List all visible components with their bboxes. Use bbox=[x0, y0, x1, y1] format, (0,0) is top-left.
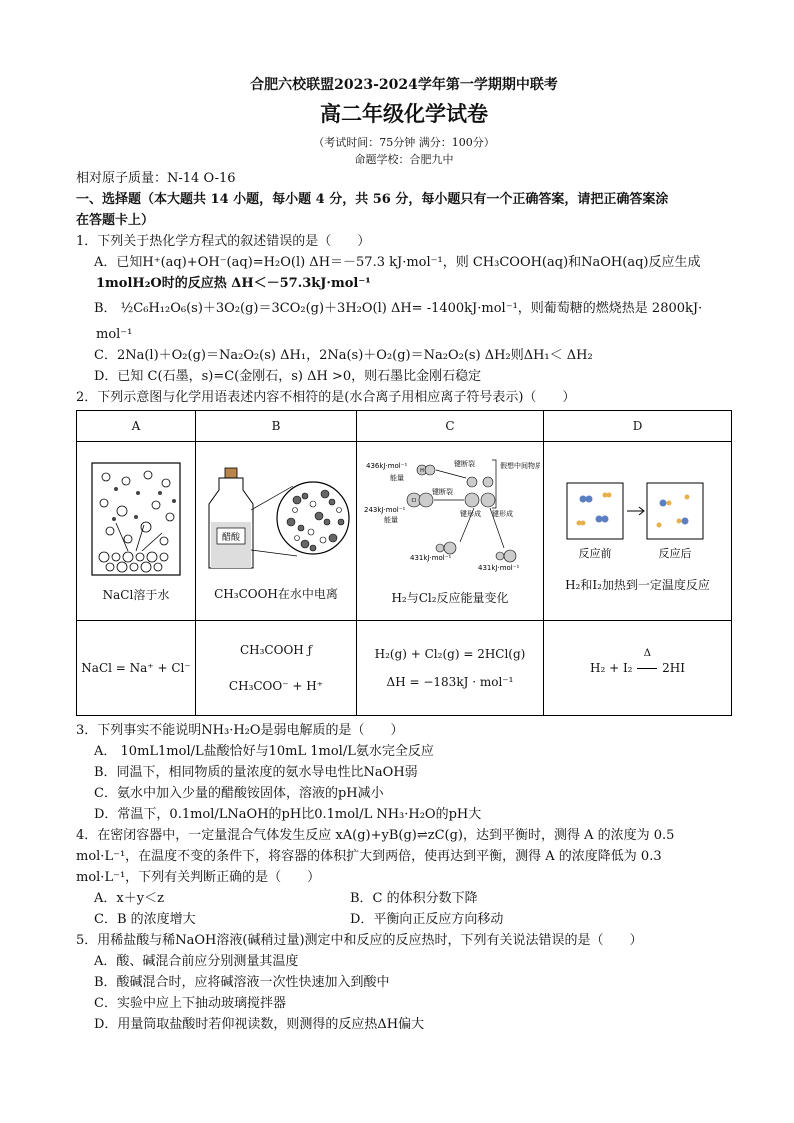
question-3-stem: 3．下列事实不能说明NH₃·H₂O是弱电解质的是（ ） bbox=[76, 723, 404, 738]
question-1-option-b-cont: mol⁻¹ bbox=[96, 327, 133, 342]
figure-c-cell bbox=[357, 442, 544, 621]
equation-b-cell bbox=[196, 621, 357, 716]
figure-c-caption: H₂与Cl₂反应能量变化 bbox=[391, 591, 509, 605]
energy-word-1: 能量 bbox=[390, 474, 404, 482]
question-4-stem-cont: mol·L⁻¹，在温度不变的条件下，将容器的体积扩大到两倍，使再达到平衡，测得 A 的浓度降低为 0.3 bbox=[76, 849, 662, 864]
question-1-option-c: C．2Na(l)＋O₂(g)＝Na₂O₂(s) ΔH₁，2Na(s)＋O₂(g)＝Na₂O₂(s) ΔH₂则ΔH₁＜ ΔH₂ bbox=[94, 348, 593, 363]
energy-label-436: 436kJ·mol⁻¹ bbox=[366, 462, 408, 470]
heat-symbol: Δ bbox=[643, 648, 651, 659]
equation-d-cell bbox=[544, 621, 732, 716]
bond-break-label-1: 键断裂 bbox=[454, 460, 475, 468]
energy-label-431-b: 431kJ·mol⁻¹ bbox=[478, 564, 520, 572]
question-1-option-b: B． ½C₆H₁₂O₆(s)＋3O₂(g)＝3CO₂(g)＋3H₂O(l) ΔH= -1400kJ·mol⁻¹，则葡萄糖的燃烧热是 2800kJ· bbox=[94, 301, 703, 316]
question-4-stem-end: mol·L⁻¹，下列有关判断正确的是（ ） bbox=[76, 870, 321, 885]
table-header-b: B bbox=[196, 411, 357, 442]
figure-a-caption: NaCl溶于水 bbox=[102, 588, 170, 602]
table-header-c: C bbox=[357, 411, 544, 442]
question-5-option-b: B．酸碱混合时，应将碱溶液一次性快速加入到酸中 bbox=[94, 975, 390, 990]
equation-a: NaCl = Na⁺ + Cl⁻ bbox=[77, 621, 196, 716]
question-3-option-d: D．常温下，0.1mol/LNaOH的pH比0.1mol/L NH₃·H₂O的pH大 bbox=[94, 807, 482, 822]
equation-b-line2: CH₃COO⁻ + H⁺ bbox=[228, 679, 324, 693]
atom-h-label: H bbox=[420, 468, 424, 474]
bond-form-label-1: 键形成 bbox=[460, 510, 481, 518]
energy-change-figure bbox=[360, 456, 540, 582]
exam-time-score: （考试时间：75分钟 满分：100分） bbox=[313, 136, 495, 149]
before-label: 反应前 bbox=[578, 547, 611, 560]
question-4-options-row1 bbox=[76, 888, 732, 909]
question-4-option-b: B．C 的体积分数下降 bbox=[350, 891, 478, 906]
bottle-label: 醋酸 bbox=[221, 533, 241, 543]
question-1-option-a-cont: 1molH₂O时的反应热 ΔH＜－57.3kJ·mol⁻¹ bbox=[96, 276, 371, 291]
exam-header-line: 合肥六校联盟2023-2024学年第一学期期中联考 bbox=[250, 77, 558, 93]
figure-b-caption: CH₃COOH在水中电离 bbox=[214, 587, 338, 601]
equation-c-cell bbox=[357, 621, 544, 716]
equation-d-left: H₂ + I₂ bbox=[589, 661, 633, 675]
question-4-option-a: A．x＋y＜z bbox=[94, 891, 164, 906]
question-1-option-a: A．已知H⁺(aq)+OH⁻(aq)=H₂O(l) ΔH＝－57.3 kJ·mol⁻¹，则 CH₃COOH(aq)和NaOH(aq)反应生成 bbox=[94, 255, 701, 270]
question-3-option-a: A． 10mL1mol/L盐酸恰好与10mL 1mol/L氨水完全反应 bbox=[94, 744, 434, 759]
equation-d-right: 2HI bbox=[662, 661, 685, 675]
energy-word-2: 能量 bbox=[384, 516, 398, 524]
question-1-stem: 1．下列关于热化学方程式的叙述错误的是（ ） bbox=[76, 234, 371, 249]
section-heading: 一、选择题（本大题共 14 小题，每小题 4 分，共 56 分，每小题只有一个正确答案，请把正确答案涂 bbox=[76, 192, 669, 207]
page-title: 高二年级化学试卷 bbox=[320, 102, 488, 126]
after-label: 反应后 bbox=[658, 547, 691, 560]
question-4-options-row2 bbox=[76, 909, 732, 930]
question-4-option-d: D．平衡向正反应方向移动 bbox=[350, 912, 504, 927]
exam-school: 命题学校：合肥九中 bbox=[354, 153, 454, 166]
question-5-stem: 5．用稀盐酸与稀NaOH溶液(碱稍过量)测定中和反应的反应热时，下列有关说法错误的是（ ） bbox=[76, 933, 643, 948]
question-5-option-c: C．实验中应上下抽动玻璃搅拌器 bbox=[94, 996, 286, 1011]
energy-label-431-a: 431kJ·mol⁻¹ bbox=[410, 554, 452, 562]
bond-form-label-2: 键形成 bbox=[492, 510, 513, 518]
h2-i2-figure bbox=[553, 469, 723, 569]
equation-b-line1: CH₃COOH ƒ bbox=[239, 643, 313, 657]
atom-cl-label: Cl bbox=[411, 498, 417, 504]
acetic-acid-figure bbox=[201, 460, 351, 578]
equation-c-line2: ΔH = −183kJ · mol⁻¹ bbox=[386, 675, 514, 689]
atomic-mass: 相对原子质量：N-14 O-16 bbox=[76, 171, 236, 186]
table-header-d: D bbox=[544, 411, 732, 442]
table-header-a: A bbox=[77, 411, 196, 442]
figure-b-cell bbox=[196, 442, 357, 621]
intermediate-label: 假想中间物质 bbox=[500, 462, 540, 470]
figure-d-caption: H₂和I₂加热到一定温度反应 bbox=[565, 578, 710, 592]
bond-break-label-2: 键断裂 bbox=[432, 488, 453, 496]
figure-a-cell bbox=[77, 442, 196, 621]
equation-c-line1: H₂(g) + Cl₂(g) = 2HCl(g) bbox=[374, 647, 526, 661]
question-5-option-a: A．酸、碱混合前应分别测量其温度 bbox=[94, 954, 299, 969]
nacl-dissolve-figure bbox=[86, 459, 186, 579]
figure-d-cell bbox=[544, 442, 732, 621]
question-2-stem: 2．下列示意图与化学用语表述内容不相符的是(水合离子用相应离子符号表示)（ ） bbox=[76, 390, 576, 405]
energy-label-243: 243kJ·mol⁻¹ bbox=[364, 506, 406, 514]
question-4-option-c: C．B 的浓度增大 bbox=[94, 912, 196, 927]
question-1-option-d: D．已知 C(石墨，s)=C(金刚石，s) ΔH >0，则石墨比金刚石稳定 bbox=[94, 369, 482, 384]
question-2-table bbox=[76, 410, 732, 716]
question-3-option-b: B．同温下，相同物质的量浓度的氨水导电性比NaOH弱 bbox=[94, 765, 418, 780]
question-5-option-d: D．用量筒取盐酸时若仰视读数，则测得的反应热ΔH偏大 bbox=[94, 1017, 425, 1032]
exam-page bbox=[76, 74, 732, 1035]
question-3-option-c: C．氨水中加入少量的醋酸铵固体，溶液的pH减小 bbox=[94, 786, 384, 801]
question-4-stem: 4．在密闭容器中，一定量混合气体发生反应 xA(g)+yB(g)⇌zC(g)，达到平衡时，测得 A 的浓度为 0.5 bbox=[76, 828, 675, 843]
section-heading-cont: 在答题卡上） bbox=[76, 213, 155, 228]
